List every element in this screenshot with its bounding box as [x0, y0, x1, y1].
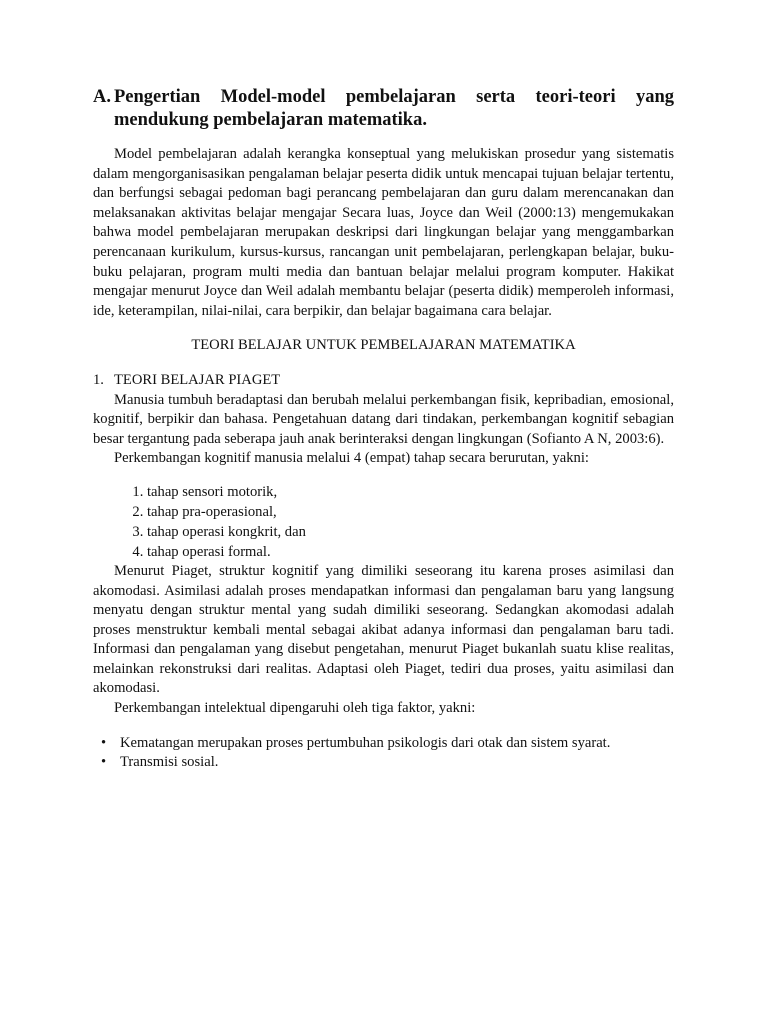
factors-list: [93, 734, 674, 773]
bullet-icon: •: [101, 754, 107, 771]
subsection-heading: [93, 371, 674, 391]
stages-list: [93, 482, 674, 562]
list-item-text: Kematangan merupakan proses pertumbuhan psikologis dari otak dan sistem syarat.: [120, 734, 611, 751]
document-content: [93, 86, 674, 773]
section-heading-text: Pengertian Model-model pembelajaran serta teori-teori yang mendukung pembelajaran matematika.: [114, 87, 674, 130]
list-item: 3. tahap operasi kongkrit, dan: [147, 522, 674, 542]
paragraph-manusia-tumbuh: Manusia tumbuh beradaptasi dan berubah melalui perkembangan fisik, kepribadian, emosional, kognitif, berpikir dan bahasa. Pengetahuan datang dari tindakan, perkembangan kognitif sebagian besar tergantung pada seberapa jauh anak berinteraksi dengan lingkungan (Sofianto A N, 2003:6).: [93, 391, 674, 447]
paragraph-faktor-intro: Perkembangan intelektual dipengaruhi oleh tiga faktor, yakni:: [114, 700, 476, 717]
section-heading-number: A.: [93, 87, 111, 107]
paragraph-model-pembelajaran: Model pembelajaran adalah kerangka konseptual yang melukiskan prosedur yang sistematis dalam mengorganisasikan pengalaman belajar peserta didik untuk mencapai tujuan belajar tertentu, dan berfungsi sebagai pedoman bagi perancang pembelajaran dan guru dalam merencanakan dan melaksanakan aktivitas belajar mengajar Secara luas, Joyce dan Weil (2000:13) mengemukakan bahwa model pembelajaran merupakan deskripsi dari lingkungan belajar yang menggambarkan perencanaan kurikulum, kursus-kursus, rancangan unit pembelajaran, perlengkapan belajar, buku-buku pelajaran, program multi media dan bantuan belajar melalui program komputer. Hakikat mengajar menurut Joyce dan Weil adalah membantu belajar (peserta didik) memperoleh informasi, ide, keterampilan, nilai-nilai, cara berpikir, dan belajar bagaimana cara belajar.: [93, 146, 674, 319]
subsection-title: TEORI BELAJAR PIAGET: [114, 371, 281, 388]
paragraph-tahap-intro: Perkembangan kognitif manusia melalui 4 (empat) tahap secara berurutan, yakni:: [114, 450, 589, 467]
section-title: TEORI BELAJAR UNTUK PEMBELAJARAN MATEMATIKA: [191, 337, 576, 354]
list-item: [93, 753, 674, 773]
paragraph-asimilasi-akomodasi: Menurut Piaget, struktur kognitif yang dimiliki seseorang itu karena proses asimilasi dan akomodasi. Asimilasi adalah proses mendapatkan informasi dan pengalaman baru yang langsung menyatu dengan struktur mental yang sudah dimiliki seseorang. Sedangkan akomodasi adalah proses menstruktur kembali mental sebagai akibat adanya informasi dan pengalaman baru tadi. Informasi dan pengalaman yang disebut pengetahan, menurut Piaget bukanlah suatu klise realitas, melainkan rekonstruksi dari realitas. Adaptasi oleh Piaget, tediri dua proses, yaitu asimilasi dan akomodasi.: [93, 562, 674, 697]
bullet-icon: •: [101, 734, 107, 751]
subsection-number: 1.: [93, 371, 104, 388]
list-item-text: Transmisi sosial.: [120, 754, 219, 771]
list-item: 2. tahap pra-operasional,: [147, 502, 674, 522]
list-item: 1. tahap sensori motorik,: [147, 482, 674, 502]
list-item: [93, 734, 674, 754]
list-item: 4. tahap operasi formal.: [147, 542, 674, 562]
section-heading: [93, 86, 674, 132]
